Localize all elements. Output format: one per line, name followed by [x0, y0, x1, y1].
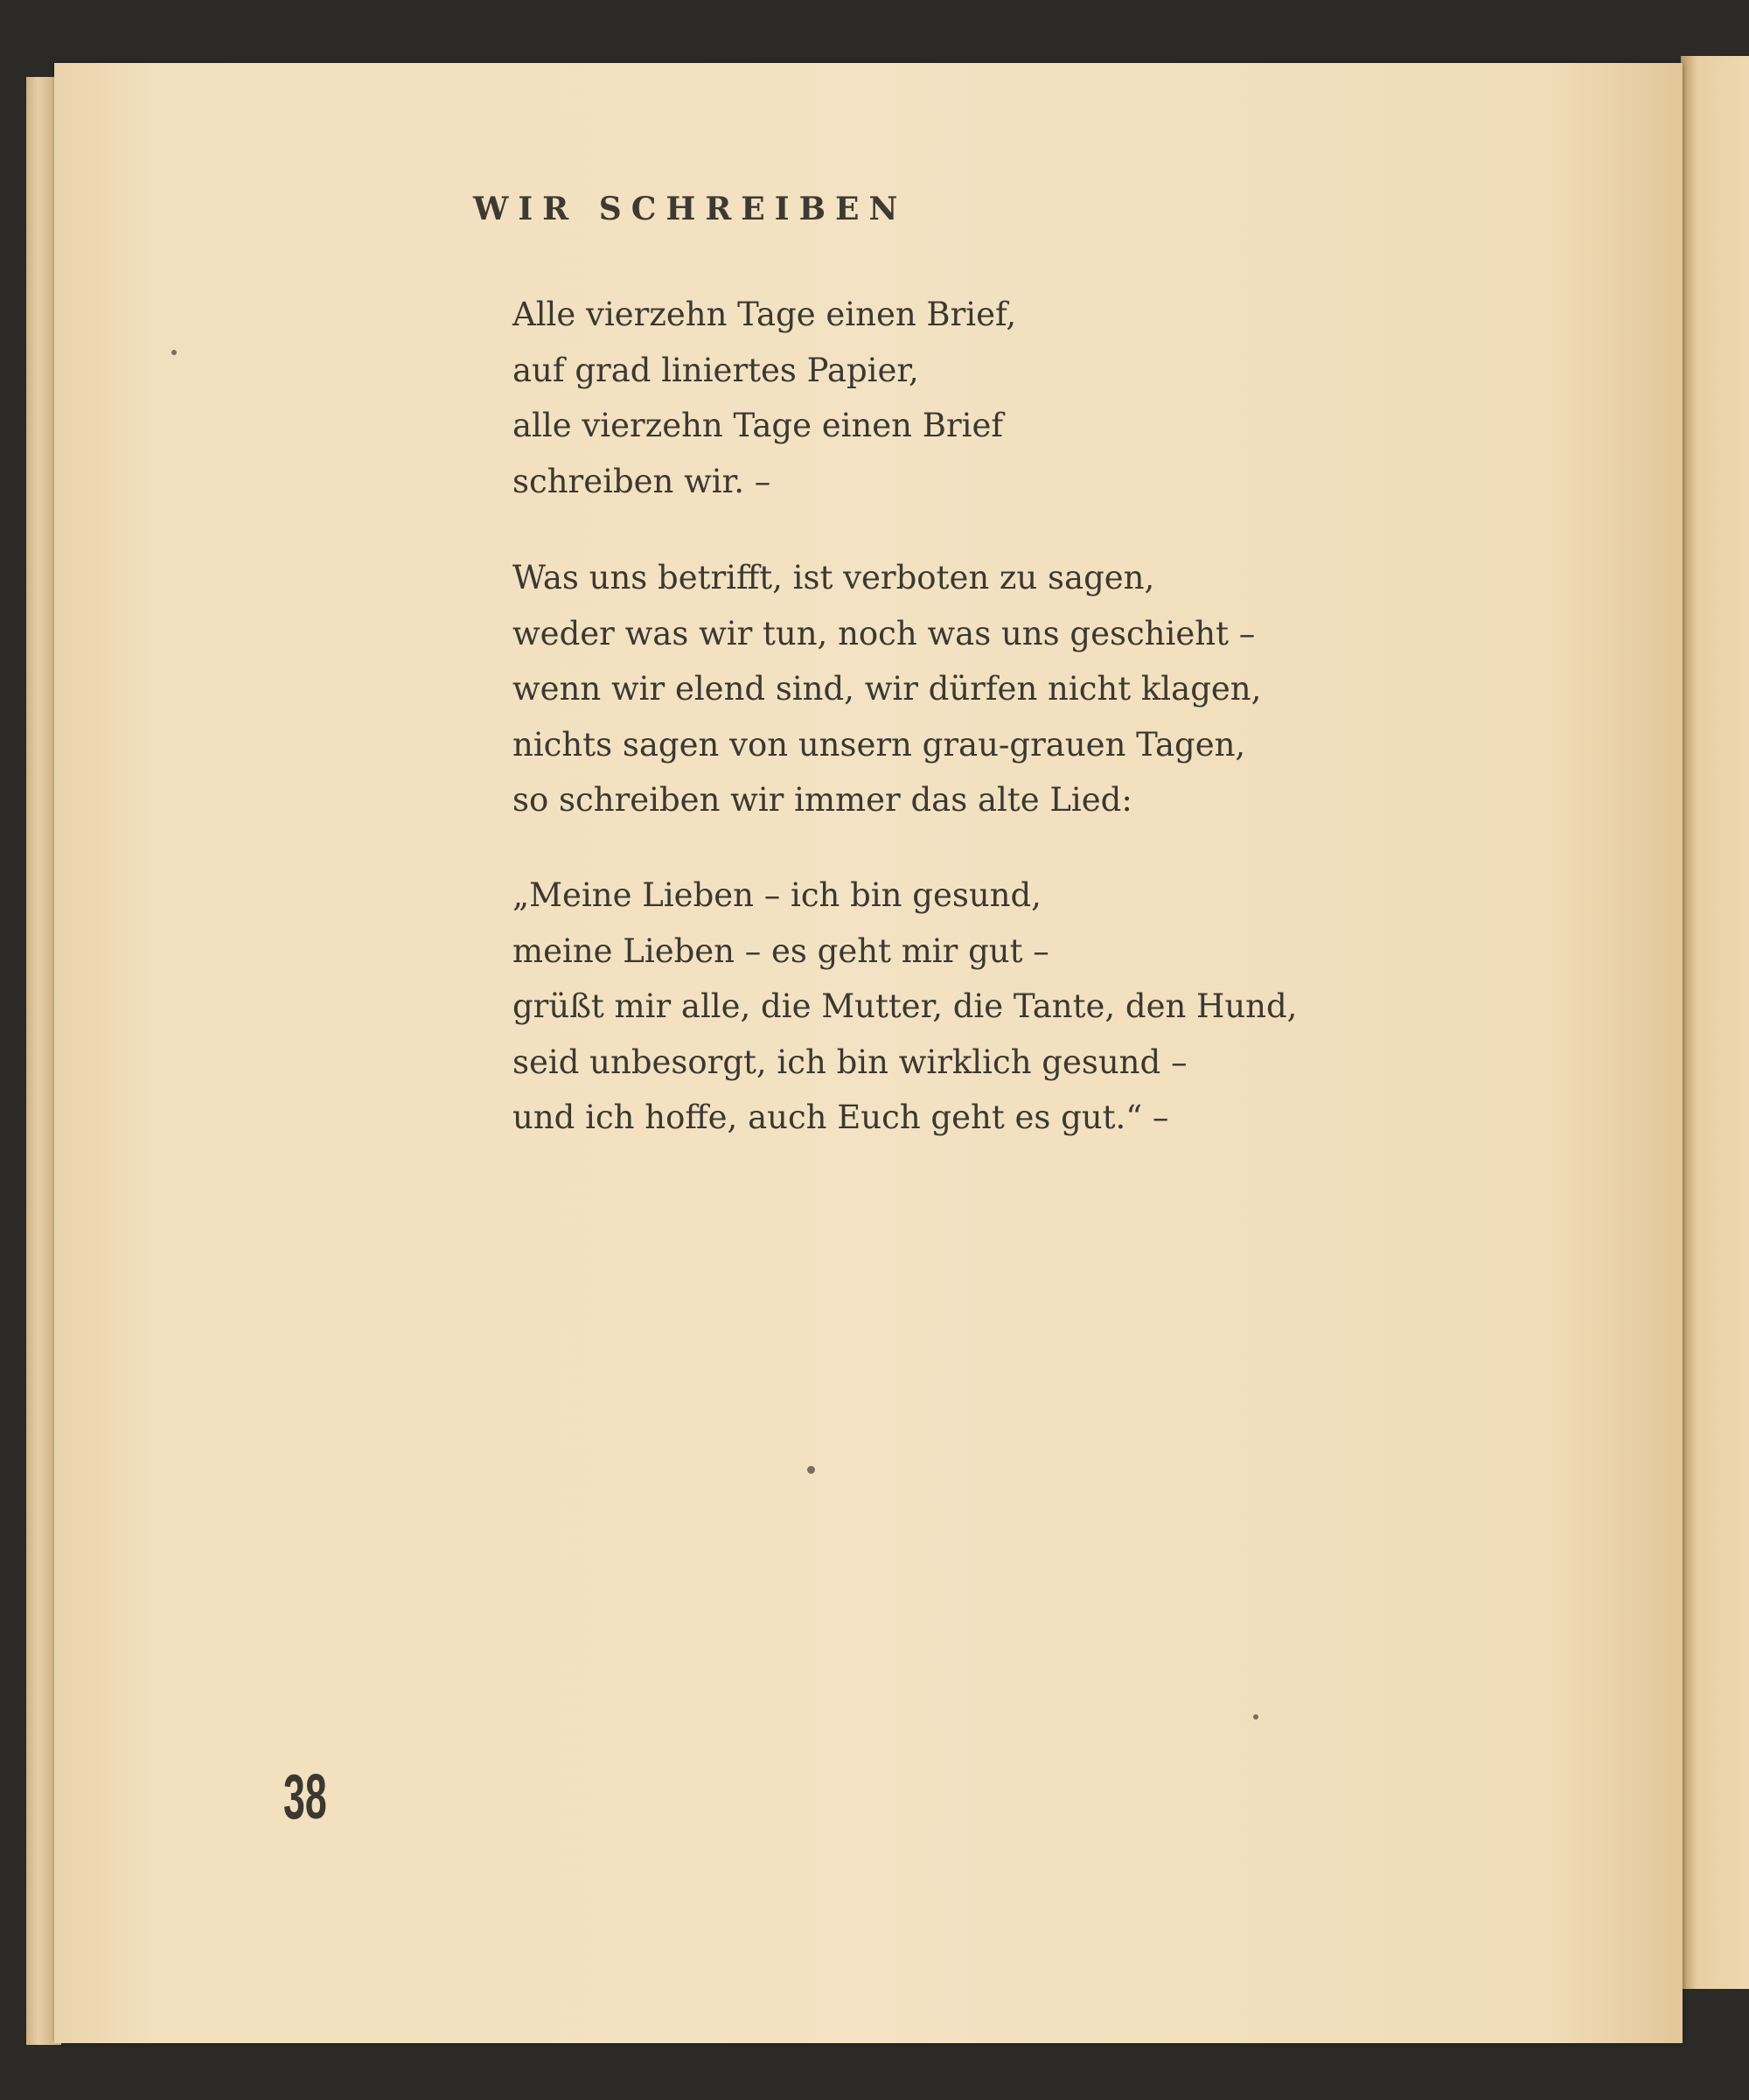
poem-line: weder was wir tun, noch was uns geschieht – — [512, 614, 1256, 652]
paper-speck — [807, 1466, 815, 1474]
poem-title: WIR SCHREIBEN — [473, 191, 908, 227]
poem-line: so schreiben wir immer das alte Lied: — [512, 781, 1132, 820]
poem-line: schreiben wir. – — [512, 462, 771, 500]
poem-line: grüßt mir alle, die Mutter, die Tante, den Hund, — [512, 987, 1298, 1026]
facing-page-edge — [1681, 56, 1749, 1989]
stanza-1 — [512, 287, 1016, 509]
poem-line: und ich hoffe, auch Euch geht es gut.“ – — [512, 1099, 1169, 1137]
poem-line: Was uns betrifft, ist verboten zu sagen, — [512, 559, 1155, 597]
poem-line: auf grad liniertes Papier, — [512, 351, 919, 389]
stanza-3 — [512, 868, 1297, 1146]
poem-line: „Meine Lieben – ich bin gesund, — [512, 876, 1042, 914]
paper-speck — [1253, 1714, 1258, 1720]
paper-speck — [171, 350, 177, 355]
poem-line: alle vierzehn Tage einen Brief — [512, 407, 1004, 445]
page-number: 38 — [283, 1762, 327, 1832]
poem-line: nichts sagen von unsern grau-grauen Tagen, — [512, 725, 1246, 764]
poem-line: wenn wir elend sind, wir dürfen nicht klagen, — [512, 670, 1262, 708]
poem-line: meine Lieben – es geht mir gut – — [512, 931, 1049, 970]
stanza-2 — [512, 550, 1261, 828]
poem-line: seid unbesorgt, ich bin wirklich gesund – — [512, 1043, 1188, 1081]
poem-line: Alle vierzehn Tage einen Brief, — [512, 296, 1017, 333]
